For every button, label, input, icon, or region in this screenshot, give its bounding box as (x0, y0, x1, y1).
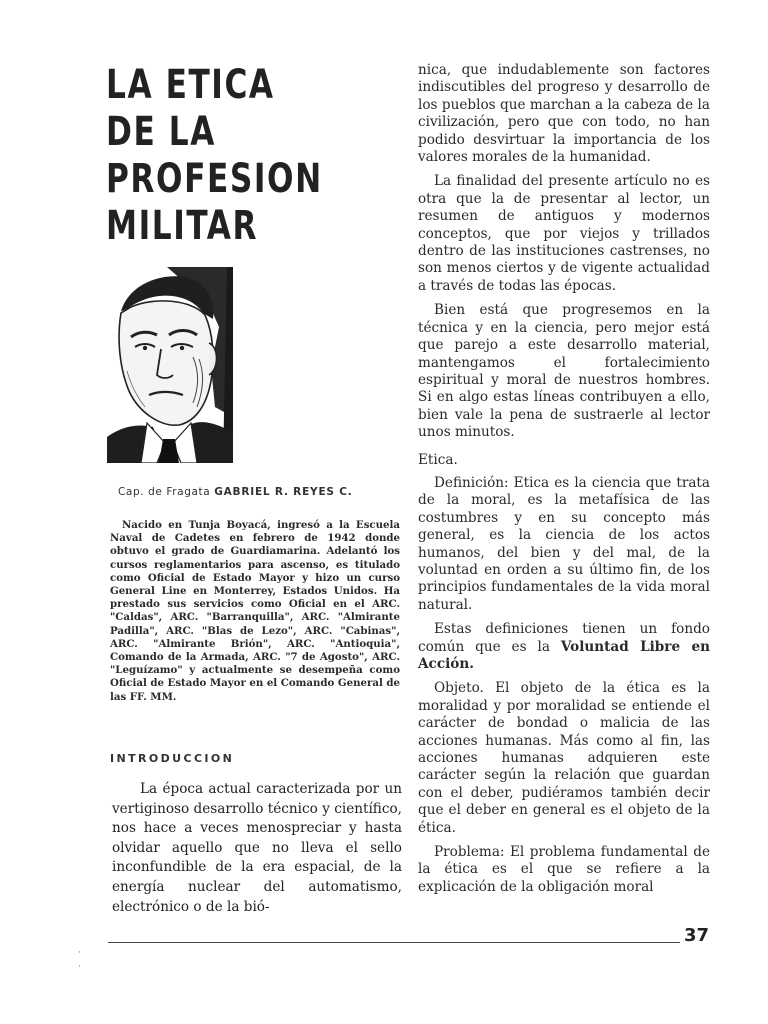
author-caption (118, 486, 408, 498)
right-column (418, 62, 710, 903)
paragraph-definicion: Definición: Etica es la ciencia que trata de la moral, es la metafísica de las costumbres y en su concepto más general, es la ciencia de los actos humanos, del bien y del mal, de la voluntad en orden a su último fin, de los principios fundamentales de la vida moral natural. (418, 474, 710, 613)
introduction-heading: INTRODUCCION (110, 752, 235, 765)
fondo-comun-text: Estas definiciones tienen un fondo común que es la (418, 621, 710, 655)
author-name: GABRIEL R. REYES C. (214, 486, 353, 498)
paragraph-problema (418, 844, 710, 896)
footer-rule (108, 942, 680, 943)
voluntad-libre: Voluntad Libre en Acción. (418, 638, 710, 672)
introduction-paragraph: La época actual caracterizada por un vertiginoso desarrollo técnico y científico, nos hace a veces menospreciar y hasta olvidar aquello que no lleva el sello inconfundible de la era espacial, de la energía nuclear del automatismo, electrónico o de la bió- (112, 781, 402, 915)
title-line-1: LA ETICA (106, 62, 275, 108)
author-portrait (107, 267, 233, 463)
section-heading-etica: Etica. (418, 451, 458, 468)
article-title (106, 62, 323, 250)
portrait-illustration (107, 267, 233, 463)
paragraph-objeto: Objeto. El objeto de la ética es la moralidad y por moralidad se entiende el carácter de bondad o malicia de las acciones humanas. Más como al fin, las acciones humanas adquieren este carácter según la relación que guardan con el deber, pudiéramos también decir que el deber en general es el objeto de la ética. (418, 680, 710, 836)
author-rank: Cap. de Fragata (118, 486, 211, 498)
scan-mark: · (78, 948, 81, 958)
problema-text: Problema: El problema fundamental de la ética es el que se refiere a (418, 844, 710, 878)
paragraph-2: La finalidad del presente artículo no es otra que la de presentar al lector, un resumen de antiguos y modernos conceptos, que por viejos y trillados dentro de las instituciones castrenses, no son menos ciertos y de vigente actualidad a través de todas las épocas. (418, 173, 710, 294)
paragraph-3: Bien está que progresemos en la técnica y en la ciencia, pero mejor está que parejo a este desarrollo material, mantengamos el fortalecimiento espiritual y moral de nuestros hombres. Si en algo estas líneas contribuyen a ello, bien vale la pena de sustraerle al lector unos minutos. (418, 302, 710, 441)
problema-continuation: la explicación de la obligación moral (418, 861, 711, 895)
scan-mark: · (78, 962, 81, 972)
title-line-3: PROFESION (106, 156, 323, 202)
paragraph-1: nica, que indudablemente son factores indiscutibles del progreso y desarrollo de los pueblos que marchan a la cabeza de la civilización, pero que con todo, no han podido desvirtuar la importancia de los valores morales de la humanidad. (418, 62, 710, 166)
page-number: 37 (684, 925, 710, 946)
author-bio: Nacido en Tunja Boyacá, ingresó a la Escuela Naval de Cadetes en febrero de 1942 donde obtuvo el grado de Guardiamarina. Adelantó los cursos reglamentarios para ascenso, es titulado como Oficial de Estado Mayor y hizo un curso General Line en Monterrey, Estados Unidos. Ha prestado sus servicios como Oficial en el ARC. "Caldas", ARC. "Barranquilla", ARC. "Almirante Padilla", ARC. "Blas de Lezo", ARC. "Cabinas", ARC. "Almirante Brión", ARC. "Antioquia", Comando de la Armada, ARC. "7 de Agosto", ARC. "Leguízamo" y actualmente se desempeña como Oficial de Estado Mayor en el Comando General de las FF. MM. (110, 519, 400, 703)
title-line-2: DE LA (106, 109, 216, 155)
title-line-4: MILITAR (106, 203, 259, 249)
paragraph-fondo-comun (418, 621, 710, 673)
